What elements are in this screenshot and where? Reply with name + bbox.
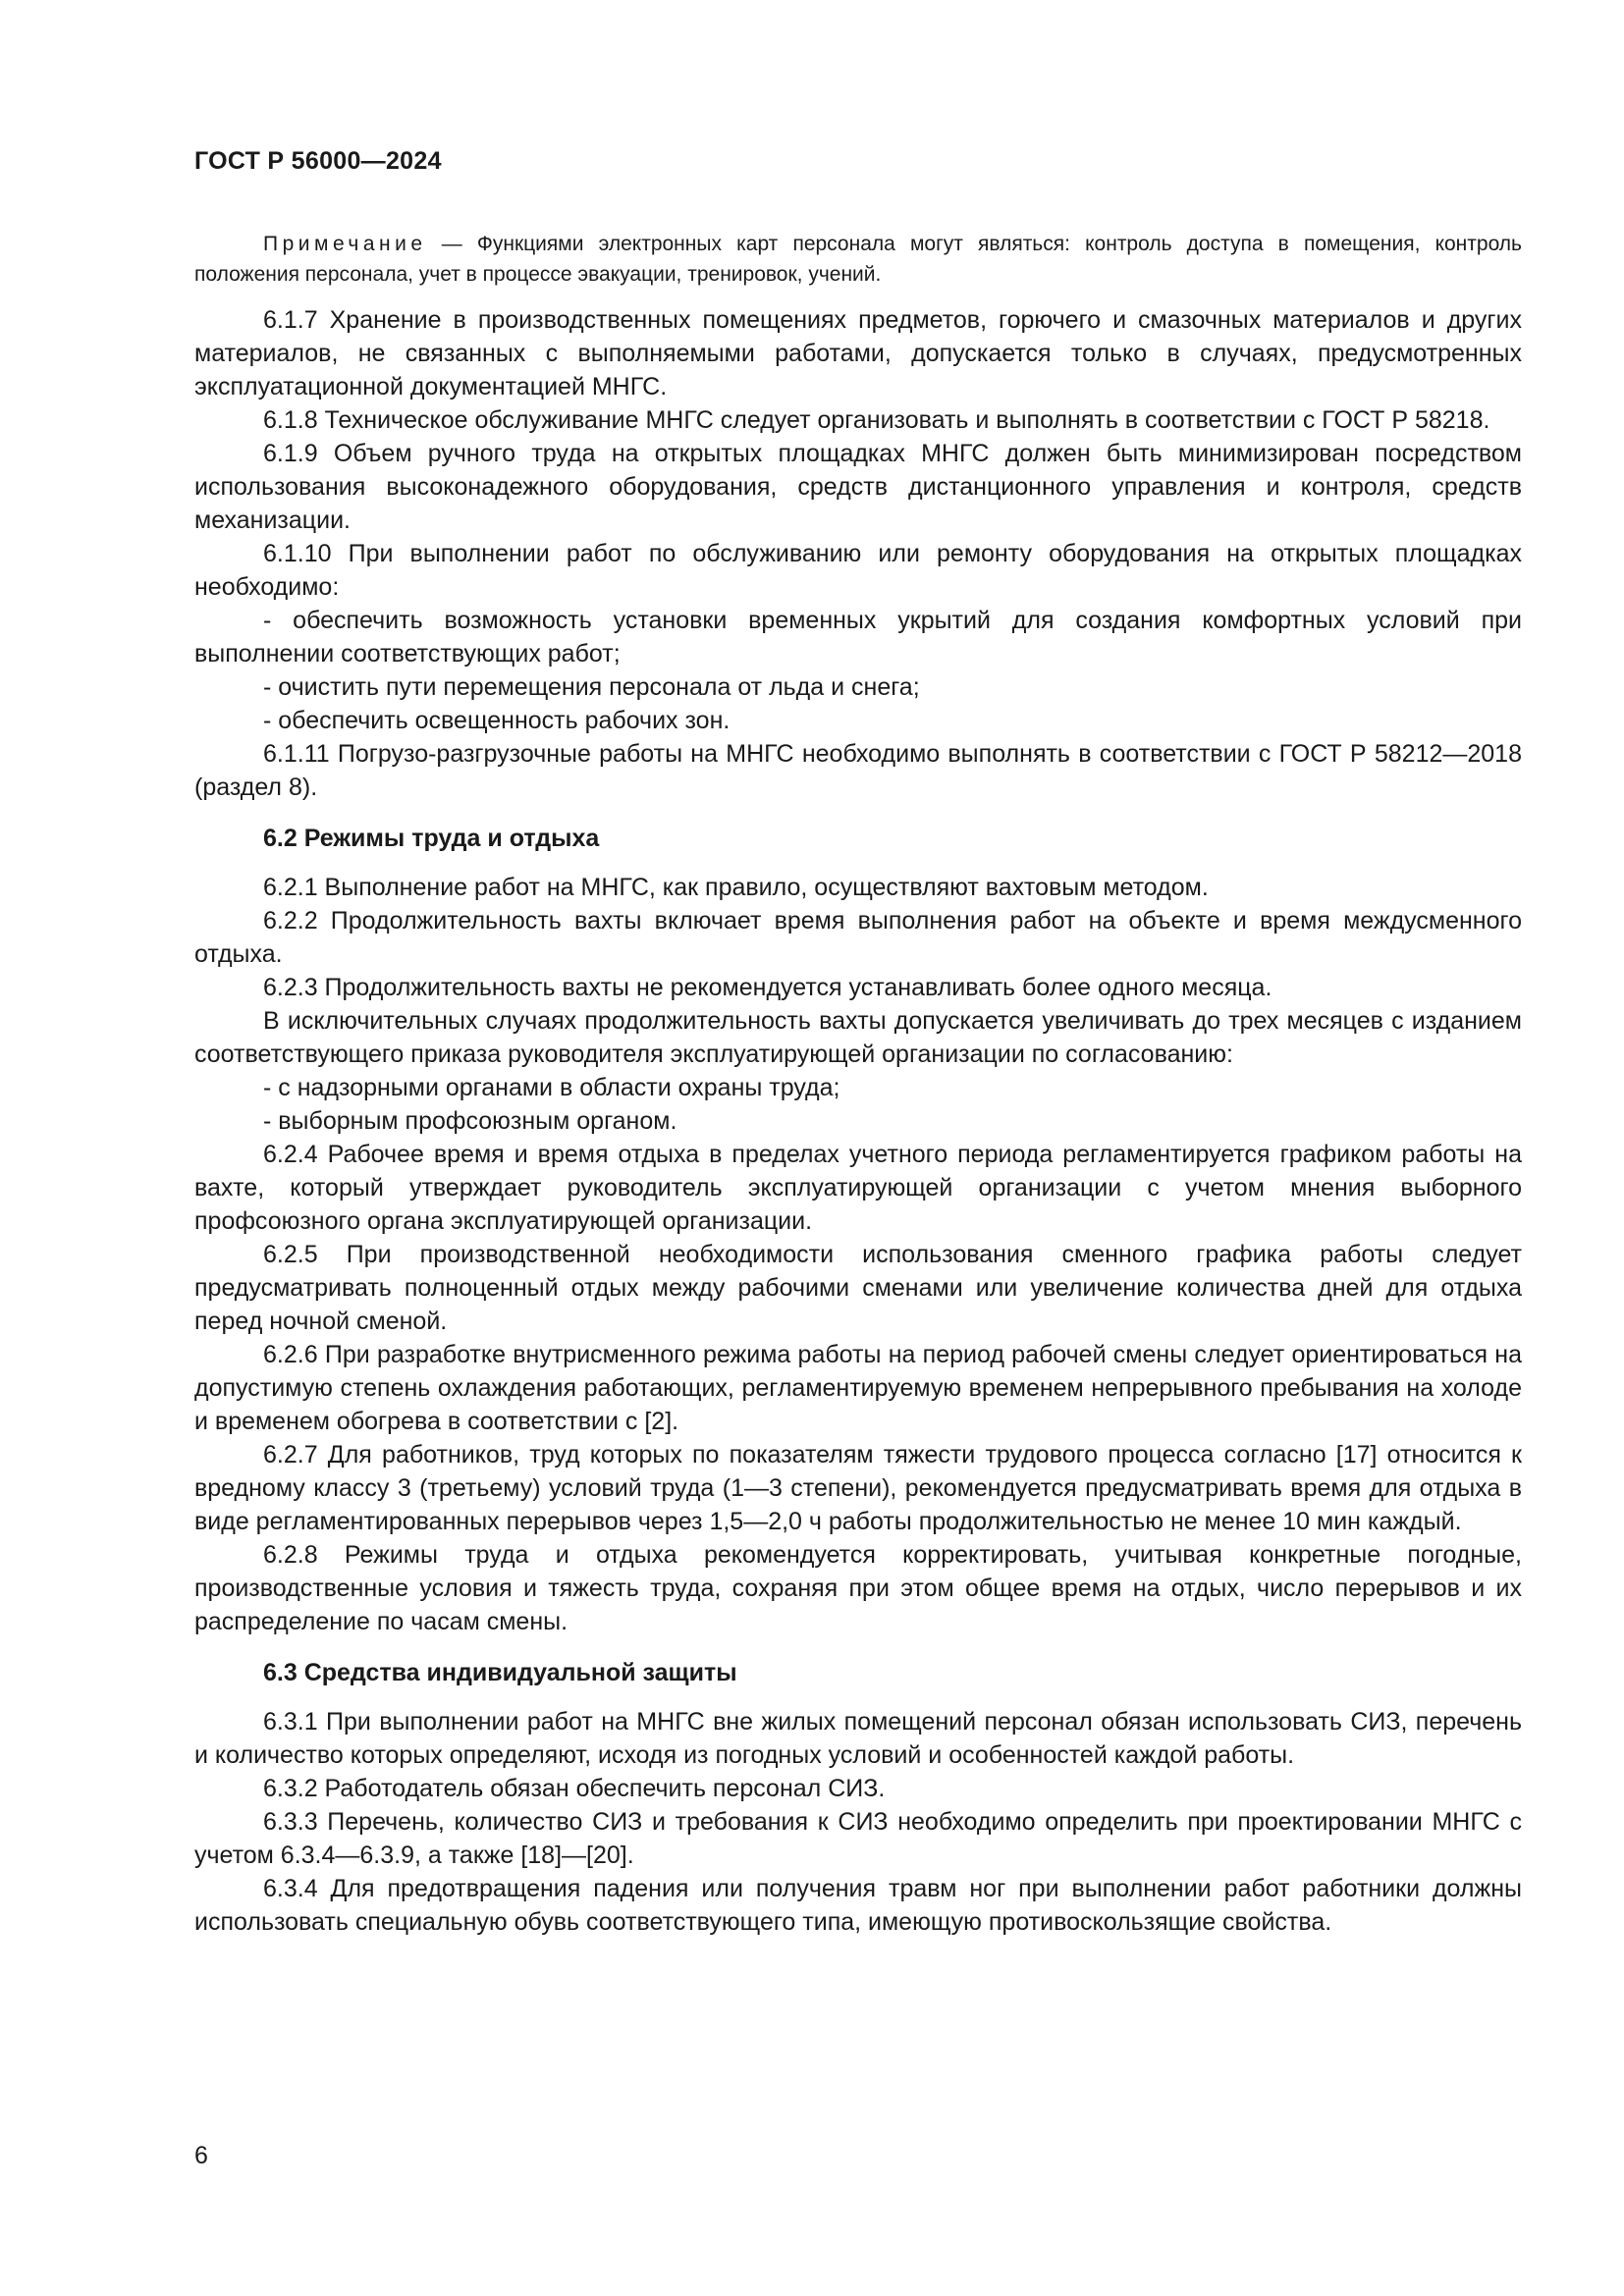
paragraph: 6.1.9 Объем ручного труда на открытых площадках МНГС должен быть минимизирован посредством использования высоконадежного оборудования, средств дистанционного управления и контроля, средств механизации. [194,440,1522,534]
paragraph: 6.1.7 Хранение в производственных помещениях предметов, горючего и смазочных материалов и других материалов, не связанных с выполняемыми работами, допускается только в случаях, предусмотренных эксплуатационной документацией МНГС. [194,306,1522,400]
paragraph: 6.2.7 Для работников, труд которых по показателям тяжести трудового процесса согласно [17] относится к вредному классу 3 (третьему) условий труда (1—3 степени), рекомендуется предусматривать время для отдыха в виде регламентированных перерывов через 1,5—2,0 ч работы продолжительностью не менее 10 мин каждый. [194,1441,1522,1535]
paragraph: 6.2.4 Рабочее время и время отдыха в пределах учетного периода регламентируется графиком работы на вахте, который утверждает руководитель эксплуатирующей организации с учетом мнения выборного профсоюзного органа эксплуатирующей организации. [194,1141,1522,1235]
paragraph: 6.1.10 При выполнении работ по обслуживанию или ремонту оборудования на открытых площадках необходимо: [194,540,1522,601]
page-number: 6 [194,2142,208,2169]
paragraph: 6.2.6 При разработке внутрисменного режима работы на период рабочей смены следует ориентироваться на допустимую степень охлаждения работающих, регламентируемую временем непрерывного пребывания на холоде и временем обогрева в соответствии с [2]. [194,1341,1522,1435]
paragraph: - обеспечить освещенность рабочих зон. [263,707,731,734]
note-paragraph [194,229,1522,290]
paragraph: - выборным профсоюзным органом. [263,1107,677,1135]
document-body [194,303,1522,1939]
paragraph: 6.2.3 Продолжительность вахты не рекомендуется устанавливать более одного месяца. [263,974,1272,1001]
paragraph: - с надзорными органами в области охраны труда; [263,1074,840,1101]
paragraph: 6.1.11 Погрузо-разгрузочные работы на МНГС необходимо выполнять в соответствии с ГОСТ Р 58212—2018 (раздел 8). [194,740,1522,801]
document-header: ГОСТ Р 56000—2024 [194,147,442,175]
paragraph: 6.3.3 Перечень, количество СИЗ и требования к СИЗ необходимо определить при проектировании МНГС с учетом 6.3.4—6.3.9, а также [18]—[20]. [194,1808,1522,1869]
paragraph: В исключительных случаях продолжительность вахты допускается увеличивать до трех месяцев с изданием соответствующего приказа руководителя эксплуатирующей организации по согласованию: [194,1007,1522,1068]
paragraph: 6.2.1 Выполнение работ на МНГС, как правило, осуществляют вахтовым методом. [263,874,1209,901]
paragraph: 6.2.2 Продолжительность вахты включает время выполнения работ на объекте и время междусменного отдыха. [194,907,1522,968]
paragraph: 6.2.5 При производственной необходимости использования сменного графика работы следует предусматривать полноценный отдых между рабочими сменами или увеличение количества дней для отдыха перед ночной сменой. [194,1241,1522,1335]
document-page [194,147,1522,1939]
section-heading: 6.2 Режимы труда и отдыха [263,825,600,852]
paragraph: 6.3.1 При выполнении работ на МНГС вне жилых помещений персонал обязан использовать СИЗ, перечень и количество которых определяют, исходя из погодных условий и особенностей каждой работы. [194,1708,1522,1769]
note-label: Примечание [263,233,427,255]
paragraph: 6.1.8 Техническое обслуживание МНГС следует организовать и выполнять в соответствии с ГОСТ Р 58218. [263,406,1490,434]
note-text: — Функциями электронных карт персонала могут являться: контроль доступа в помещения, контроль положения персонала, учет в процессе эвакуации, тренировок, учений. [194,233,1522,286]
paragraph: 6.2.8 Режимы труда и отдыха рекомендуется корректировать, учитывая конкретные погодные, производственные условия и тяжесть труда, сохраняя при этом общее время на отдых, число перерывов и их распределение по часам смены. [194,1541,1522,1635]
paragraph: 6.3.2 Работодатель обязан обеспечить персонал СИЗ. [263,1775,886,1802]
paragraph: - обеспечить возможность установки временных укрытий для создания комфортных условий при выполнении соответствующих работ; [194,607,1522,667]
paragraph: 6.3.4 Для предотвращения падения или получения травм ног при выполнении работ работники должны использовать специальную обувь соответствующего типа, имеющую противоскользящие свойства. [194,1875,1522,1936]
section-heading: 6.3 Средства индивидуальной защиты [263,1659,737,1686]
paragraph: - очистить пути перемещения персонала от льда и снега; [263,673,920,701]
